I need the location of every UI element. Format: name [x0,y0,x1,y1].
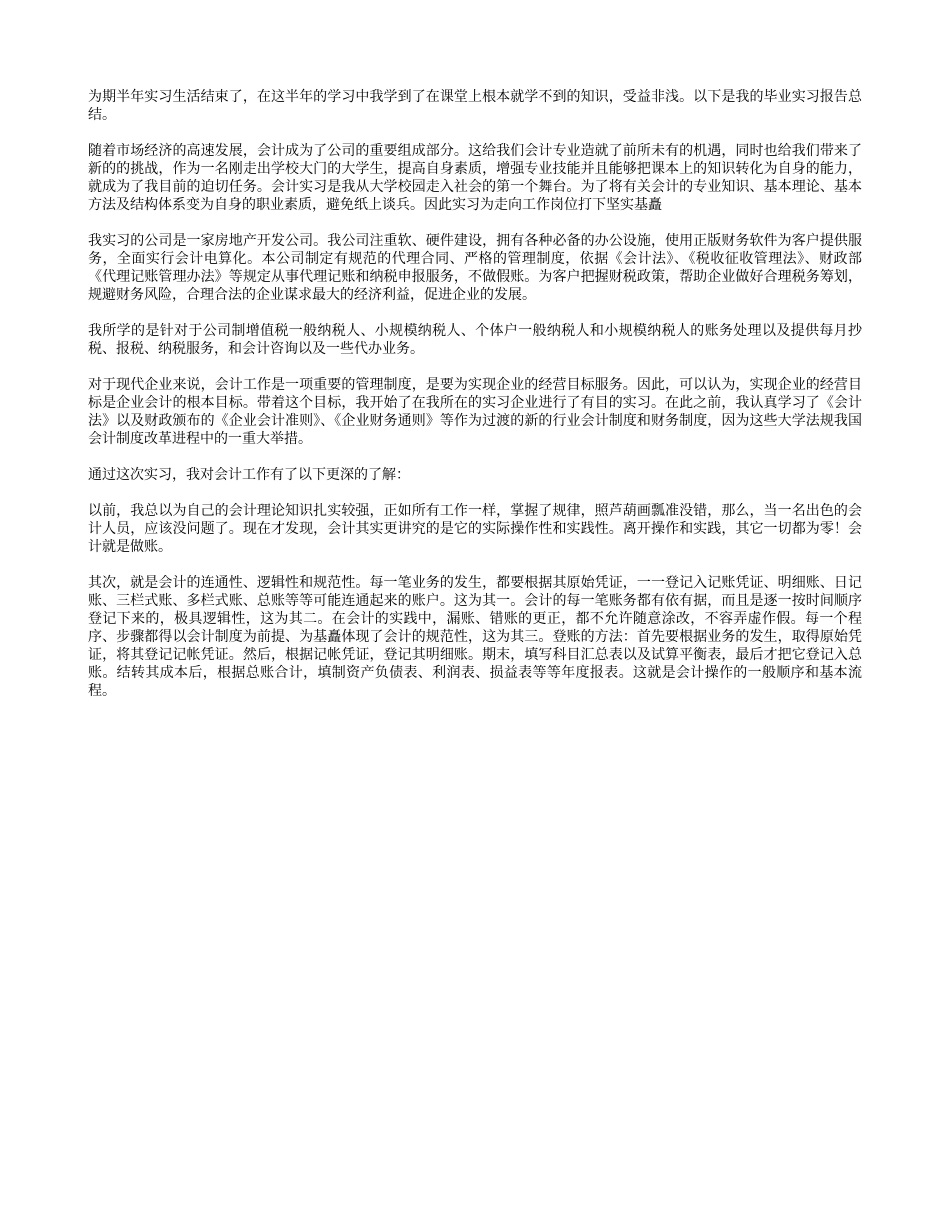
paragraph-understanding: 通过这次实习，我对会计工作有了以下更深的了解： [88,467,410,483]
paragraph-company: 我实习的公司是一家房地产开发公司。我公司注重软、硬件建设，拥有各种必备的办公设施，使用正版财务软件为客户提供服务，全面实行会计电算化。本公司制定有规范的代理合同、严格的管理制度，依据《会计法》、《税收征收管理法》、财政部《代理记账管理办法》等规定从事代理记账和纳税申报服务，不做假账。为客户把握财税政策，帮助企业做好合理税务筹划，规避财务风险，合理合法的企业谋求最大的经济利益，促进企业的发展。 [88,233,862,303]
paragraph-study-scope: 我所学的是针对于公司制增值税一般纳税人、小规模纳税人、个体户一般纳税人和小规模纳税人的账务处理以及提供每月抄税、报税、纳税服务，和会计咨询以及一些代办业务。 [88,323,862,357]
paragraph-objectives: 对于现代企业来说，会计工作是一项重要的管理制度，是要为实现企业的经营目标服务。因此，可以认为，实现企业的经营目标是企业会计的根本目标。带着这个目标，我开始了在我所在的实习企业进行了有目的实习。在此之前，我认真学习了《会计法》以及财政颁布的《企业会计准则》、《企业财务通则》等作为过渡的新的行业会计制度和财务制度，因为这些大学法规我国会计制度改革进程中的一重大举措。 [88,377,862,447]
paragraph-practice: 以前，我总以为自己的会计理论知识扎实较强，正如所有工作一样，掌握了规律，照芦葫画瓢准没错，那么，当一名出色的会计人员，应该没问题了。现在才发现，会计其实更讲究的是它的实际操作性和实践性。离开操作和实践，其它一切都为零！会计就是做账。 [88,503,862,555]
document-page [88,88,862,718]
paragraph-intro: 为期半年实习生活结束了，在这半年的学习中我学到了在课堂上根本就学不到的知识，受益非浅。以下是我的毕业实习报告总结。 [88,89,862,123]
paragraph-process: 其次，就是会计的连通性、逻辑性和规范性。每一笔业务的发生，都要根据其原始凭证，一一登记入记账凭证、明细账、日记账、三栏式账、多栏式账、总账等等可能连通起来的账户。这为其一。会计的每一笔账务都有依有据，而且是逐一按时间顺序登记下来的，极具逻辑性，这为其二。在会计的实践中，漏账、错账的更正，都不允许随意涂改，不容弄虚作假。每一个程序、步骤都得以会计制度为前提、为基矗体现了会计的规范性，这为其三。登账的方法：首先要根据业务的发生，取得原始凭证，将其登记记帐凭证。然后，根据记帐凭证，登记其明细账。期末，填写科目汇总表以及试算平衡表，最后才把它登记入总账。结转其成本后，根据总账合计，填制资产负债表、利润表、损益表等等年度报表。这就是会计操作的一般顺序和基本流程。 [88,575,862,699]
paragraph-background: 随着市场经济的高速发展，会计成为了公司的重要组成部分。这给我们会计专业造就了前所未有的机遇，同时也给我们带来了新的的挑战，作为一名刚走出学校大门的大学生，提高自身素质，增强专业技能并且能够把课本上的知识转化为自身的能力，就成为了我目前的迫切任务。会计实习是我从大学校园走入社会的第一个舞台。为了将有关会计的专业知识、基本理论、基本方法及结构体系变为自身的职业素质，避免纸上谈兵。因此实习为走向工作岗位打下坚实基矗 [88,143,862,213]
